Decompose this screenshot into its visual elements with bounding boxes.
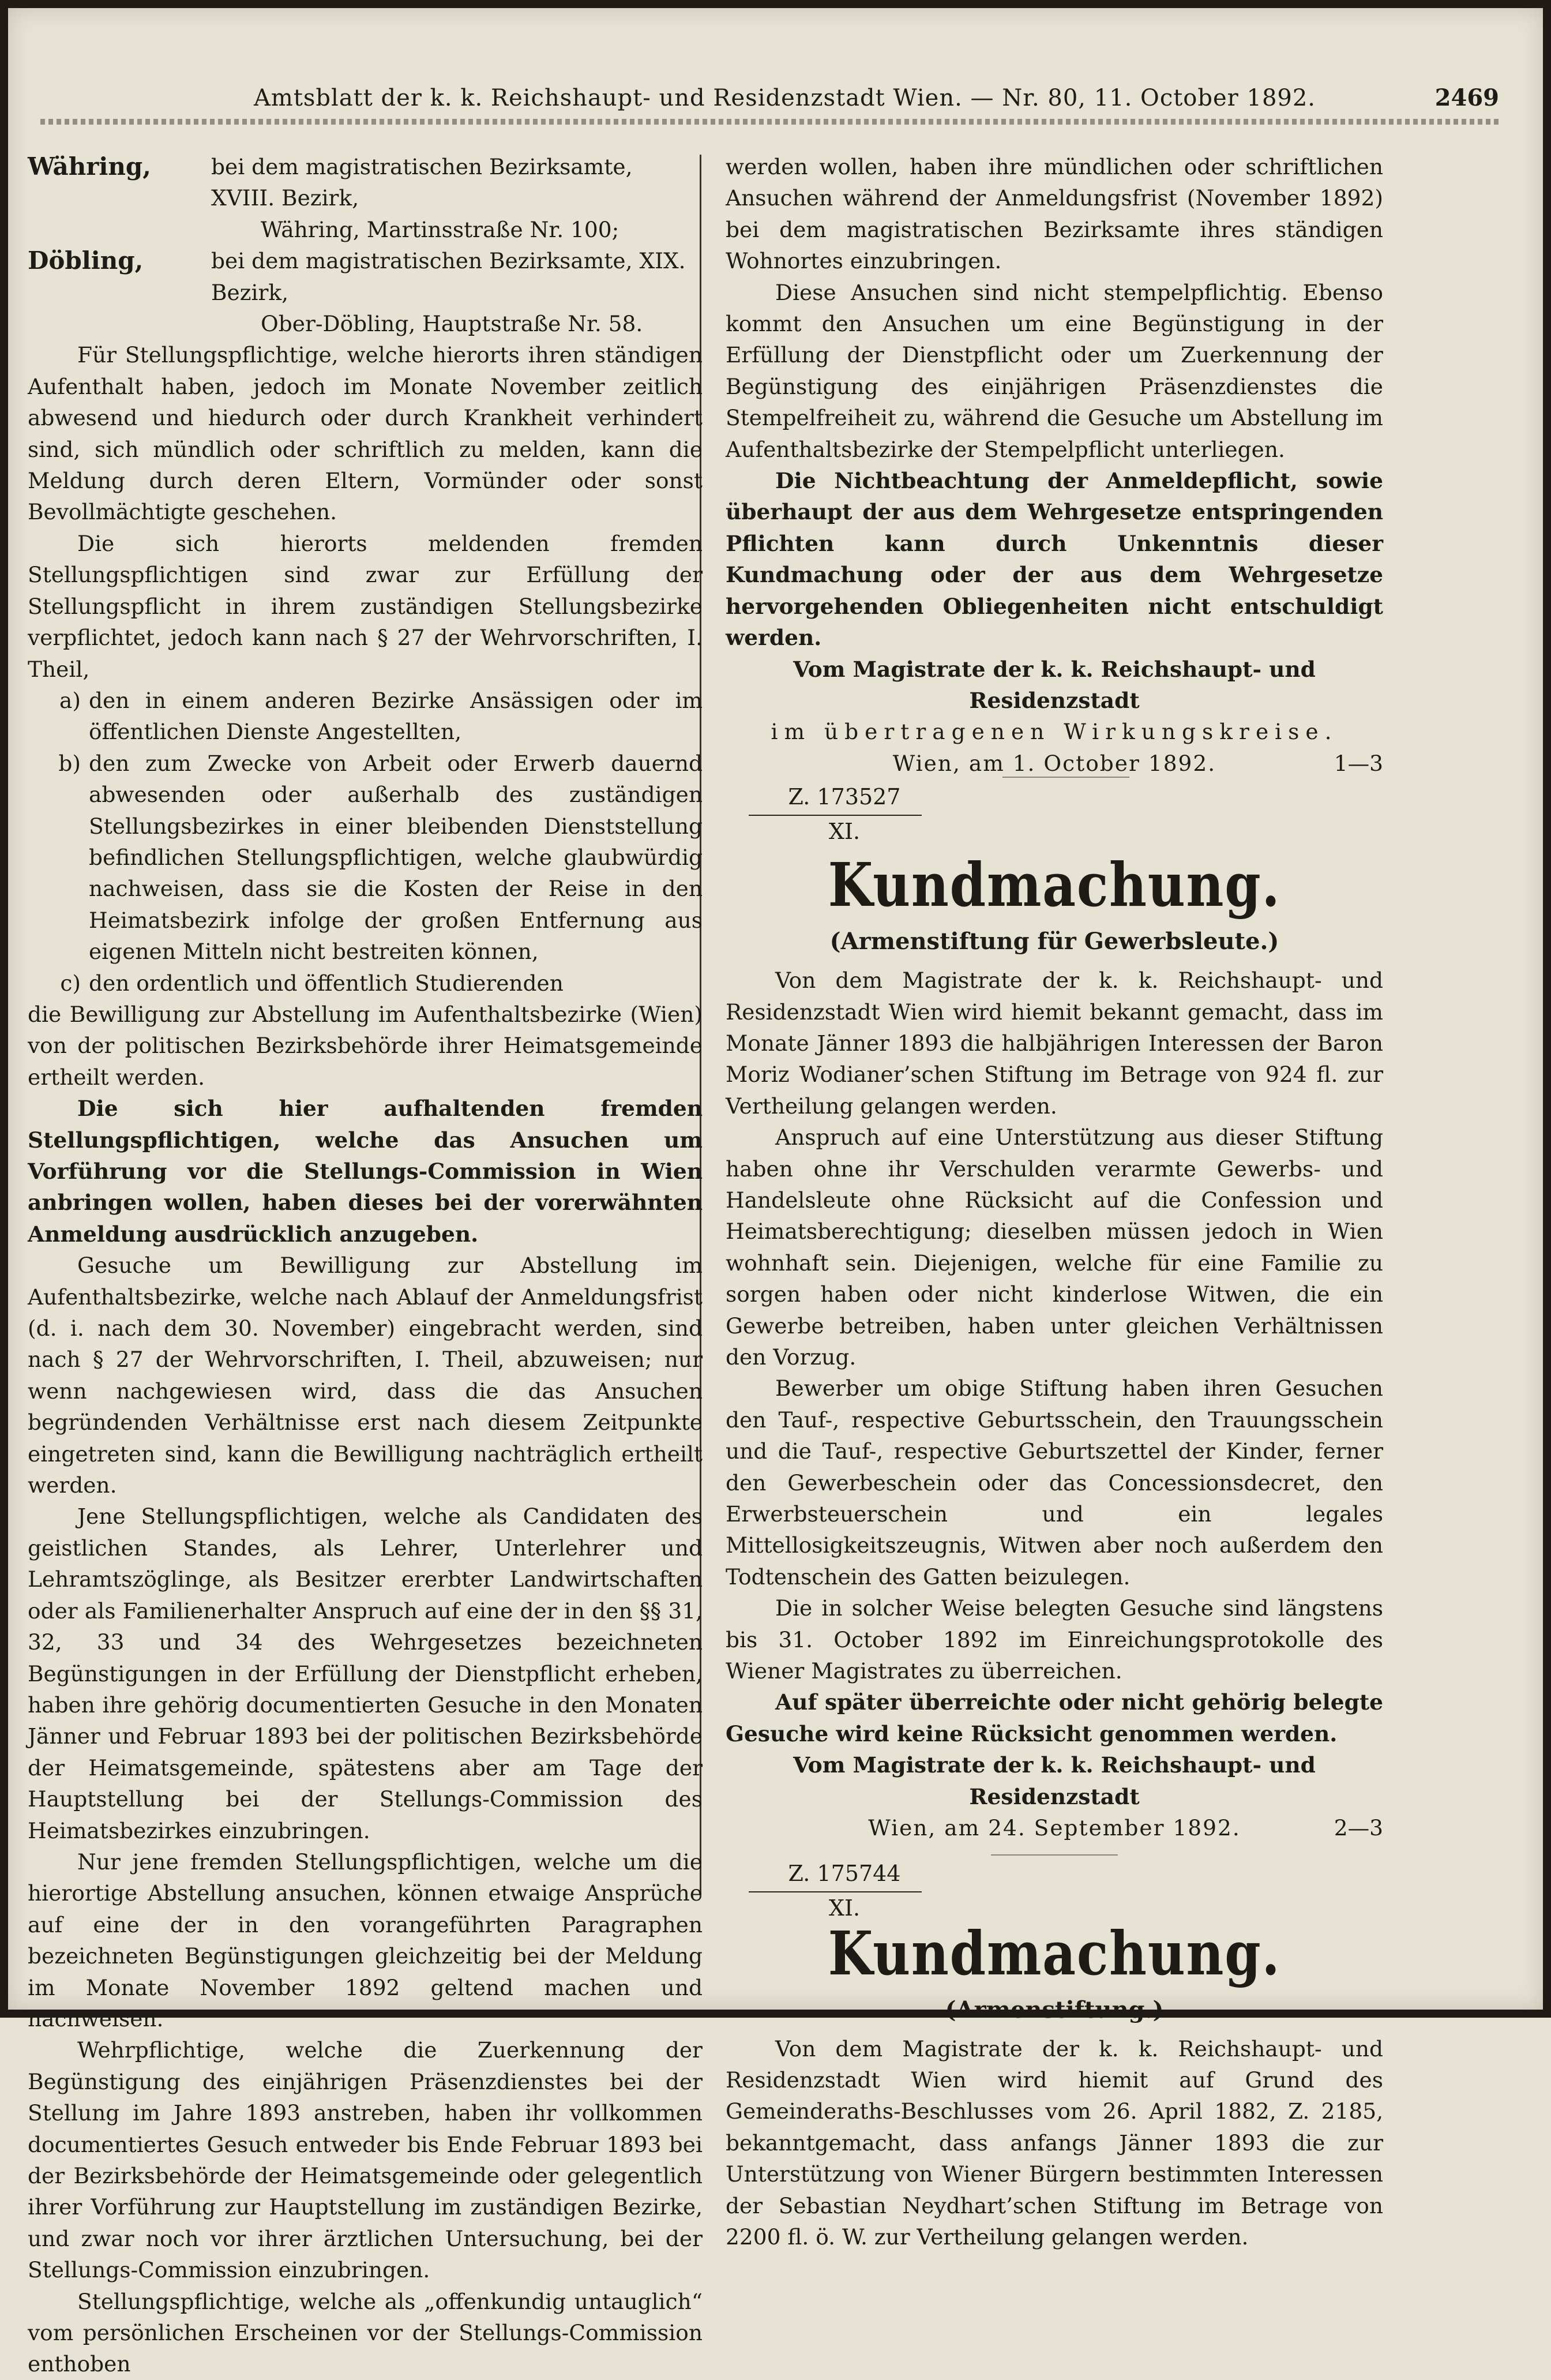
- paragraph: Die in solcher Weise belegten Gesuche sind längstens bis 31. October 1892 im Einreichungsprotokolle des Wiener Magistrates zu überreichen.: [726, 1595, 1383, 1684]
- reference-number: 2—3: [1334, 1815, 1383, 1841]
- paragraph: Von dem Magistrate der k. k. Reichshaupt- und Residenzstadt Wien wird hiemit auf Grund des Gemeinderaths-Beschlusses vom 26. April 1882, Z. 2185, bekanntgemacht, dass anfangs Jänner 1893 die zur Unterstützung von Wiener Bürgern bestimmten Interessen der Sebastian Neydhart’schen Stiftung im Betrage von 2200 fl. ö. W. zur Vertheilung gelangen werden.: [726, 2036, 1383, 2250]
- paragraph: Die sich hierorts meldenden fremden Stellungspflichtigen sind zwar zur Erfüllung der Stellungspflicht in ihrem zuständigen Stellungsbezirke verpflichtet, jedoch kann nach § 27 der Wehrvorschriften, I. Theil,: [28, 530, 703, 682]
- signature-line: Vom Magistrate der k. k. Reichshaupt- und Residenzstadt: [793, 1752, 1316, 1809]
- location-name: Währing,: [28, 152, 151, 181]
- list-item: [28, 968, 703, 999]
- location-name: Döbling,: [28, 246, 144, 275]
- list-item-label: a): [59, 687, 81, 713]
- bold-paragraph: Auf später überreichte oder nicht gehörig belegte Gesuche wird keine Rücksicht genommen werden.: [726, 1689, 1383, 1746]
- location-entry: [28, 151, 703, 214]
- document-number-block: [28, 779, 1354, 847]
- notice-subtitle: (Armenstiftung.): [945, 1996, 1164, 2023]
- reference-number: 1—3: [1334, 750, 1383, 776]
- list-item-label: c): [60, 970, 81, 996]
- list-item: [28, 685, 703, 748]
- paragraph: Für Stellungspflichtige, welche hierorts ihren ständigen Aufenthalt haben, jedoch im Monate November zeitlich abwesend und hiedurch oder durch Krankheit verhindert sind, sich mündlich oder schriftlich zu melden, kann die Meldung durch deren Eltern, Vormünder oder sonst Bevollmächtigte geschehen.: [28, 342, 703, 525]
- location-entry: [28, 245, 703, 308]
- list-item-text: den in einem anderen Bezirke Ansässigen oder im öffentlichen Dienste Angestellten,: [89, 687, 703, 745]
- paragraph: Jene Stellungspflichtigen, welche als Candidaten des geistlichen Standes, als Lehrer, Unterlehrer und Lehramtszöglinge, als Besitzer ererbter Landwirtschaften oder als Familienerhalter Anspruch auf eine der in den §§ 31, 32, 33 und 34 des Wehrgesetzes bezeichneten Begünstigungen in der Erfüllung der Dienstpflicht erheben, haben ihre gehörig documentierten Gesuche in den Monaten Jänner und Februar 1893 bei der politischen Bezirksbehörde der Heimatsgemeinde, spätestens aber am Tage der Hauptstellung bei der Stellungs-Commission des Heimatsbezirkes einzubringen.: [28, 1504, 703, 1843]
- location-address-cont: Ober-Döbling, Hauptstraße Nr. 58.: [261, 311, 643, 337]
- paragraph: Von dem Magistrate der k. k. Reichshaupt- und Residenzstadt Wien wird hiemit bekannt gemacht, dass im Monate Jänner 1893 die halbjährigen Interessen der Baron Moriz Wodianer’schen Stiftung im Betrage von 924 fl. zur Vertheilung gelangen werden.: [726, 968, 1383, 1119]
- paragraph: Nur jene fremden Stellungspflichtigen, welche um die hierortige Abstellung ansuchen, können etwaige Ansprüche auf eine der in den vorangeführten Paragraphen bezeichneten Begünstigungen gleichzeitig bei der Meldung im Monate November 1892 geltend machen und nachweisen.: [28, 1849, 703, 2032]
- location-address: bei dem magistratischen Bezirksamte, XVIII. Bezirk,: [211, 154, 633, 211]
- running-header: Amtsblatt der k. k. Reichshaupt- und Residenzstadt Wien. — Nr. 80, 11. October 1892.: [254, 85, 1316, 111]
- signature-subline: im übertragenen Wirkungskreise.: [771, 719, 1338, 745]
- document-number: Z. 175744: [788, 1860, 901, 1886]
- date-line: [726, 748, 1383, 779]
- paragraph: Gesuche um Bewilligung zur Abstellung im Aufenthaltsbezirke, welche nach Ablauf der Anmeldungsfrist (d. i. nach dem 30. November) eingebracht werden, sind nach § 27 der Wehrvorschriften, I. Theil, abzuweisen; nur wenn nachgewiesen wird, dass die das Ansuchen begründenden Verhältnisse erst nach diesem Zeitpunkte eingetreten sind, kann die Bewilligung nachträglich ertheilt werden.: [28, 1253, 703, 1498]
- paragraph: die Bewilligung zur Abstellung im Aufenthaltsbezirke (Wien) von der politischen Bezirksbehörde ihrer Heimatsgemeinde ertheilt werden.: [28, 1001, 703, 1090]
- notice-title: Kundmachung.: [828, 849, 1281, 921]
- list-item-label: b): [58, 750, 81, 776]
- paragraph: Bewerber um obige Stiftung haben ihren Gesuchen den Tauf-, respective Geburtsschein, den Trauungsschein und die Tauf-, respective Geburtszettel der Kinder, ferner den Gewerbeschein oder das Concessionsdecret, den Erwerbsteuerschein und ein legales Mittellosigkeitszeugnis, Witwen aber noch außerdem den Todtenschein des Gatten beizulegen.: [726, 1375, 1383, 1590]
- list-item-text: den ordentlich und öffentlich Studierenden: [89, 970, 564, 996]
- bold-paragraph: Die sich hier aufhaltenden fremden Stellungspflichtigen, welche das Ansuchen um Vorführung vor die Stellungs-Commission in Wien anbringen wollen, haben dieses bei der vorerwähnten Anmeldung ausdrücklich anzugeben.: [28, 1096, 703, 1247]
- right-column: [726, 151, 1383, 2252]
- document-number-block: [28, 1856, 1354, 1921]
- location-address: bei dem magistratischen Bezirksamte, XIX. Bezirk,: [211, 248, 686, 305]
- paragraph: Anspruch auf eine Unterstützung aus dieser Stiftung haben ohne ihr Verschulden verarmte Gewerbs- und Handelsleute ohne Rücksicht auf die Confession und Heimatsberechtigung; dieselben müssen jedoch in Wien wohnhaft sein. Diejenigen, welche für eine Familie zu sorgen haben oder nicht kinderlose Witwen, die ein Gewerbe betreiben, haben unter gleichen Verhältnissen den Vorzug.: [726, 1125, 1383, 1370]
- separator-rule: [1002, 777, 1129, 778]
- paragraph: Diese Ansuchen sind nicht stempelpflichtig. Ebenso kommt den Ansuchen um eine Begünstigung in der Erfüllung der Dienstpflicht oder um Zuerkennung der Begünstigung des einjährigen Präsenzdienstes die Stempelfreiheit zu, während die Gesuche um Abstellung im Aufenthaltsbezirke der Stempelpflicht unterliegen.: [726, 279, 1383, 462]
- header-wavy-rule: [40, 119, 1500, 125]
- section-number: XI.: [828, 819, 861, 845]
- page-number: 2469: [1434, 84, 1499, 111]
- signature-line: Vom Magistrate der k. k. Reichshaupt- und Residenzstadt: [793, 656, 1316, 713]
- location-address-cont: Währing, Martinsstraße Nr. 100;: [261, 216, 619, 242]
- notice-subtitle: (Armenstiftung für Gewerbsleute.): [829, 928, 1279, 955]
- date-text: Wien, am 1. October 1892.: [892, 750, 1216, 776]
- paragraph: Wehrpflichtige, welche die Zuerkennung der Begünstigung des einjährigen Präsenzdienstes bei der Stellung im Jahre 1893 anstreben, haben ihr vollkommen documentiertes Gesuch entweder bis Ende Februar 1893 bei der Bezirksbehörde der Heimatsgemeinde oder gelegentlich ihrer Vorführung zur Hauptstellung im zuständigen Bezirke, und zwar noch vor ihrer ärztlichen Untersuchung, bei der Stellungs-Commission einzubringen.: [28, 2037, 703, 2283]
- notice-title: Kundmachung.: [828, 1917, 1281, 1989]
- date-line: [726, 1812, 1383, 1843]
- bold-paragraph: Die Nichtbeachtung der Anmeldepflicht, sowie überhaupt der aus dem Wehrgesetze entspringenden Pflichten kann durch Unkenntnis dieser Kundmachung oder der aus dem Wehrgesetze hervorgehenden Obliegenheiten nicht entschuldigt werden.: [726, 468, 1383, 651]
- date-text: Wien, am 24. September 1892.: [868, 1815, 1241, 1841]
- list-item-text: den zum Zwecke von Arbeit oder Erwerb dauernd abwesenden oder außerhalb des zuständigen Stellungsbezirkes in einer bleibenden Dienststellung befindlichen Stellungspflichtigen, welche glaubwürdig nachweisen, dass sie die Kosten der Reise in den Heimatsbezirk infolge der großen Entfernung aus eigenen Mitteln nicht bestreiten können,: [89, 750, 703, 965]
- document-number: Z. 173527: [788, 784, 901, 810]
- section-number: XI.: [828, 1895, 861, 1921]
- left-column: [28, 151, 703, 2380]
- paragraph: werden wollen, haben ihre mündlichen oder schriftlichen Ansuchen während der Anmeldungsfrist (November 1892) bei dem magistratischen Bezirksamte ihres ständigen Wohnortes einzubringen.: [726, 154, 1383, 274]
- paragraph: Stellungspflichtige, welche als „offenkundig untauglich“ vom persönlichen Erscheinen vor der Stellungs-Commission enthoben: [28, 2288, 703, 2377]
